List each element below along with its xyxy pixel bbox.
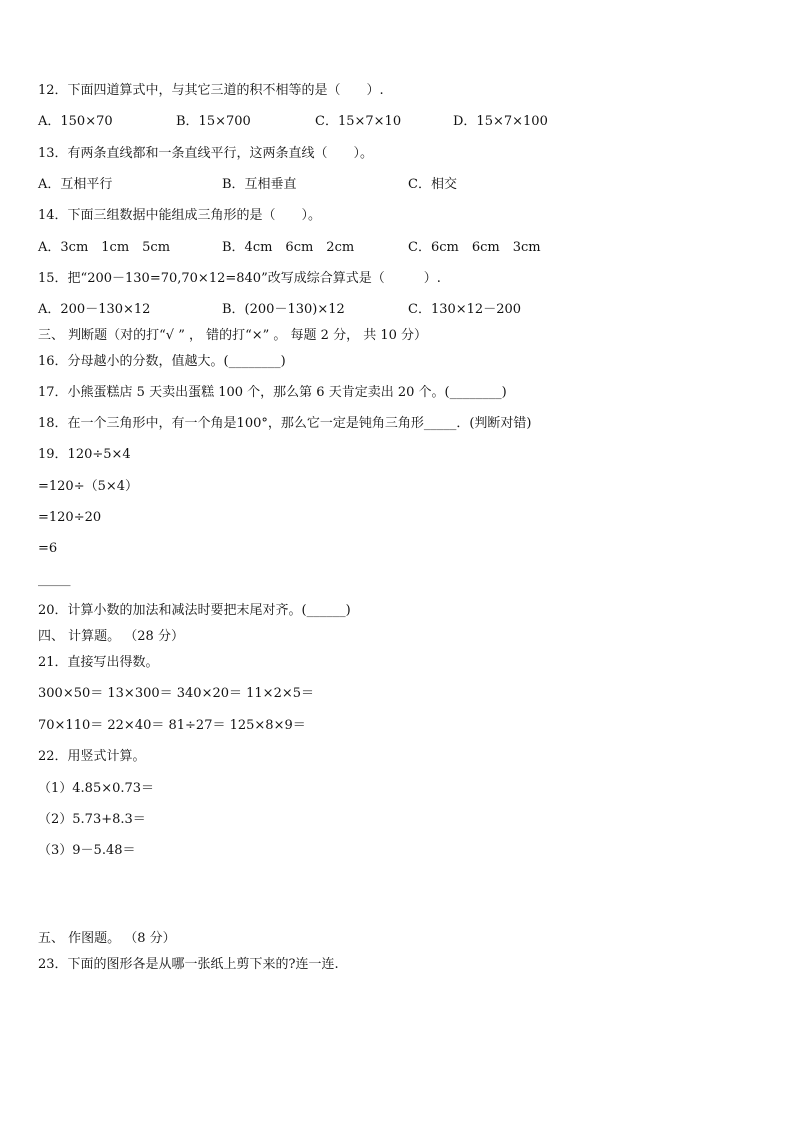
q22-item-3: （3）9－5.48＝ xyxy=(38,843,136,858)
q18-text: 18．在一个三角形中，有一个角是100°，那么它一定是钝角三角形_____．(判断对错) xyxy=(38,416,532,431)
q19-answer-blank: _____ xyxy=(38,572,71,587)
q19-step-2: =120÷20 xyxy=(38,510,102,525)
q14-option-a: A．3cm 1cm 5cm xyxy=(38,240,171,255)
section-5-heading: 五、 作图题。 （8 分） xyxy=(38,931,176,946)
q17-text: 17．小熊蛋糕店 5 天卖出蛋糕 100 个，那么第 6 天肯定卖出 20 个。(________) xyxy=(38,385,507,400)
q14-option-b: B．4cm 6cm 2cm xyxy=(222,240,355,255)
q16-text: 16．分母越小的分数，值越大。(________) xyxy=(38,354,286,369)
q13-option-a: A．互相平行 xyxy=(38,177,113,192)
q19-step-1: =120÷（5×4） xyxy=(38,479,139,494)
q13-option-b: B．互相垂直 xyxy=(222,177,297,192)
q21-row-1: 300×50＝ 13×300＝ 340×20＝ 11×2×5＝ xyxy=(38,686,315,701)
q21-stem: 21．直接写出得数。 xyxy=(38,655,159,670)
q22-stem: 22．用竖式计算。 xyxy=(38,749,146,764)
section-3-heading: 三、 判断题（对的打“√ ” ， 错的打“×” 。 每题 2 分， 共 10 分） xyxy=(38,328,428,343)
q21-row-2: 70×110＝ 22×40＝ 81÷27＝ 125×8×9＝ xyxy=(38,718,306,733)
q15-option-b: B．(200－130)×12 xyxy=(222,302,345,317)
q15-option-c: C．130×12－200 xyxy=(408,302,522,317)
q14-stem: 14．下面三组数据中能组成三角形的是（ ）。 xyxy=(38,208,322,223)
q13-option-c: C．相交 xyxy=(408,177,457,192)
q15-stem: 15．把“200－130=70,70×12=840”改写成综合算式是（ ）. xyxy=(38,271,441,286)
q13-stem: 13．有两条直线都和一条直线平行，这两条直线（ ）。 xyxy=(38,146,374,161)
q22-item-2: （2）5.73+8.3＝ xyxy=(38,812,146,827)
q19-stem: 19．120÷5×4 xyxy=(38,447,131,462)
q12-stem: 12．下面四道算式中，与其它三道的积不相等的是（ ）. xyxy=(38,83,384,98)
q22-item-1: （1）4.85×0.73＝ xyxy=(38,781,155,796)
q14-option-c: C．6cm 6cm 3cm xyxy=(408,240,541,255)
q12-option-d: D．15×7×100 xyxy=(453,114,548,129)
q15-option-a: A．200－130×12 xyxy=(38,302,151,317)
q23-stem: 23．下面的图形各是从哪一张纸上剪下来的?连一连. xyxy=(38,957,339,972)
q20-text: 20．计算小数的加法和减法时要把末尾对齐。(______) xyxy=(38,603,351,618)
q12-option-a: A．150×70 xyxy=(38,114,113,129)
q12-option-b: B．15×700 xyxy=(176,114,251,129)
q12-option-c: C．15×7×10 xyxy=(315,114,402,129)
q19-step-3: =6 xyxy=(38,541,58,556)
section-4-heading: 四、 计算题。 （28 分） xyxy=(38,629,184,644)
